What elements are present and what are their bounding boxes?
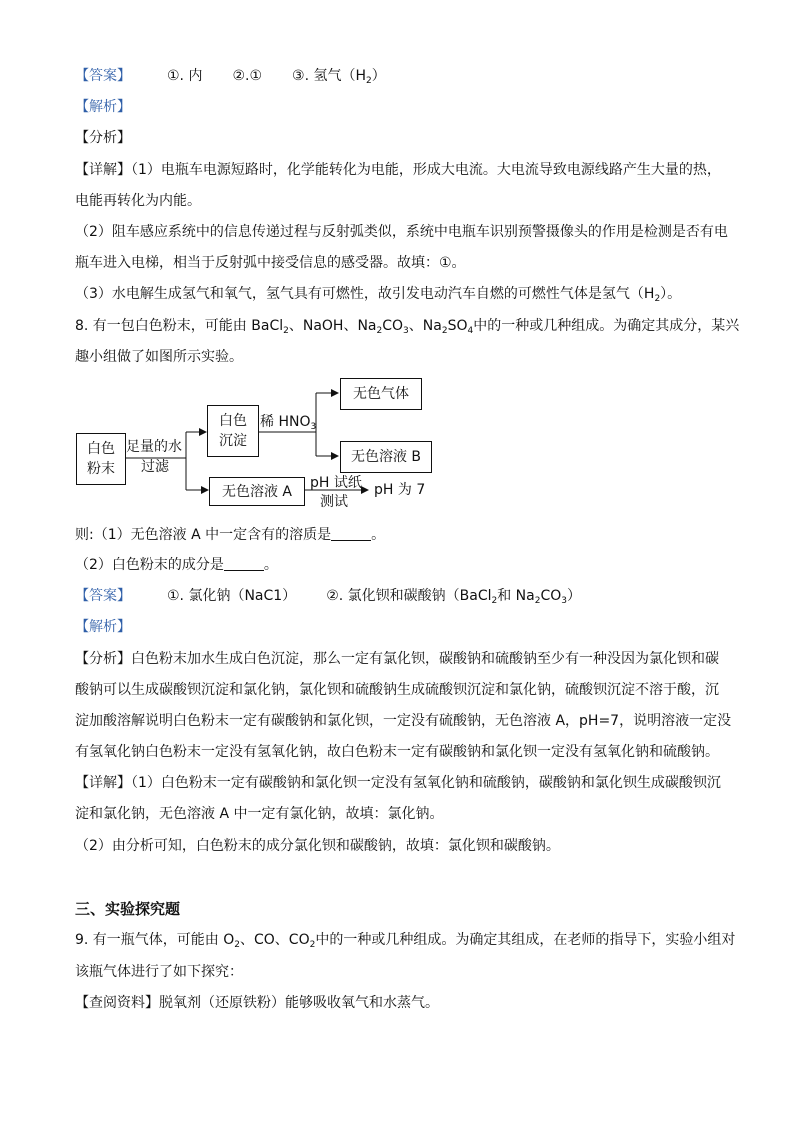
fenxi-tag: 【分析】 bbox=[75, 130, 131, 146]
q9-reference: 【查阅资料】脱氧剂（还原铁粉）能够吸收氧气和水蒸气。 bbox=[75, 995, 439, 1011]
q8-stem-a: 8. 有一包白色粉末，可能由 BaCl$_2$、NaOH、$Na_2CO_3$、$Na_2SO_4$中的一种或几种组成。为确定其成分，某兴 bbox=[75, 318, 740, 336]
answer-2: ②. 氯化钡和碳酸钠（BaCl$_2$和 $Na_2CO_3$） bbox=[326, 588, 582, 606]
q7-detail-1a: 【详解】（1）电瓶车电源短路时，化学能转化为电能，形成大电流。大电流导致电源线路产生大量的热， bbox=[75, 162, 721, 178]
box-white-precipitate: 白色 沉淀 bbox=[207, 405, 259, 457]
q9-stem-a: 9. 有一瓶气体，可能由 $O_2$、CO、$CO_2$中的一种或几种组成。为确定其组成，在老师的指导下，实验小组对 bbox=[75, 932, 736, 950]
label-dilute-hno3: 稀 $HNO_3$ bbox=[260, 414, 317, 432]
label-filter: 过滤 bbox=[141, 459, 169, 475]
q8-question-2: （2）白色粉末的成分是 。 bbox=[75, 557, 278, 573]
answer-tag: 【答案】 bbox=[75, 588, 131, 604]
answer-tag: 【答案】 bbox=[75, 68, 131, 84]
q8-fenxi-4: 有氢氧化钠白色粉末一定没有氢氧化钠，故白色粉末一定有碳酸钠和氯化钡一定没有氢氧化钠和硫酸钠。 bbox=[75, 744, 719, 760]
box-white-powder: 白色 粉末 bbox=[76, 433, 126, 485]
box-colorless-gas: 无色气体 bbox=[340, 378, 422, 410]
answer-1: ①. 氯化钠（NaC1） bbox=[167, 588, 297, 604]
q8-stem-b: 趣小组做了如图所示实验。 bbox=[75, 349, 243, 365]
q8-question-1: 则:（1）无色溶液 A 中一定含有的溶质是 。 bbox=[75, 527, 386, 543]
q8-fenxi-3: 淀加酸溶解说明白色粉末一定有碳酸钠和氯化钡，一定没有硫酸钠，无色溶液 A，pH=7，说明溶液一定没 bbox=[75, 713, 732, 729]
q7-detail-2b: 瓶车进入电梯，相当于反射弧中接受信息的感受器。故填：①。 bbox=[75, 255, 466, 271]
box-solution-a: 无色溶液 A bbox=[209, 477, 305, 506]
answer-blank[interactable] bbox=[224, 556, 264, 571]
box-solution-b: 无色溶液 B bbox=[340, 441, 432, 473]
q8-fenxi-2: 酸钠可以生成碳酸钡沉淀和氯化钠，氯化钡和硫酸钠生成硫酸钡沉淀和氯化钠，硫酸钡沉淀不溶于酸，沉 bbox=[75, 682, 719, 698]
label-ph-paper: pH 试纸 bbox=[310, 475, 362, 491]
q8-detail-1b: 淀和氯化钠，无色溶液 A 中一定有氯化钠，故填：氯化钠。 bbox=[75, 806, 444, 822]
q9-stem-b: 该瓶气体进行了如下探究： bbox=[75, 964, 243, 980]
answer-blank[interactable] bbox=[331, 526, 371, 541]
q7-detail-1b: 电能再转化为内能。 bbox=[75, 193, 201, 209]
q7-detail-3: （3）水电解生成氢气和氧气，氢气具有可燃性，故引发电动汽车自燃的可燃性气体是氢气$(H_2)$。 bbox=[75, 286, 682, 304]
q8-answer-line bbox=[75, 586, 581, 611]
q8-detail-1a: 【详解】（1）白色粉末一定有碳酸钠和氯化钡一定没有氢氧化钠和硫酸钠，碳酸钠和氯化钡生成碳酸钡沉 bbox=[75, 775, 721, 791]
jiexi-tag: 【解析】 bbox=[75, 619, 131, 635]
q7-detail-2a: （2）阻车感应系统中的信息传递过程与反射弧类似，系统中电瓶车识别预警摄像头的作用是检测是否有电 bbox=[75, 224, 728, 240]
answer-3: ③. 氢气$(H_2)$ bbox=[292, 68, 386, 86]
jiexi-tag: 【解析】 bbox=[75, 99, 131, 115]
label-water: 足量的水 bbox=[126, 439, 182, 455]
section-heading: 三、实验探究题 bbox=[75, 900, 181, 918]
q8-fenxi-1: 【分析】白色粉末加水生成白色沉淀，那么一定有氯化钡，碳酸钠和硫酸钠至少有一种没因为氯化钡和碳 bbox=[75, 651, 719, 667]
answer-2: ②.① bbox=[232, 68, 263, 84]
label-test: 测试 bbox=[320, 494, 348, 510]
answer-1: ①. 内 bbox=[167, 68, 203, 84]
q8-detail-2: （2）由分析可知，白色粉末的成分氯化钡和碳酸钠，故填：氯化钡和碳酸钠。 bbox=[75, 838, 560, 854]
label-ph-result: pH 为 7 bbox=[374, 482, 426, 498]
